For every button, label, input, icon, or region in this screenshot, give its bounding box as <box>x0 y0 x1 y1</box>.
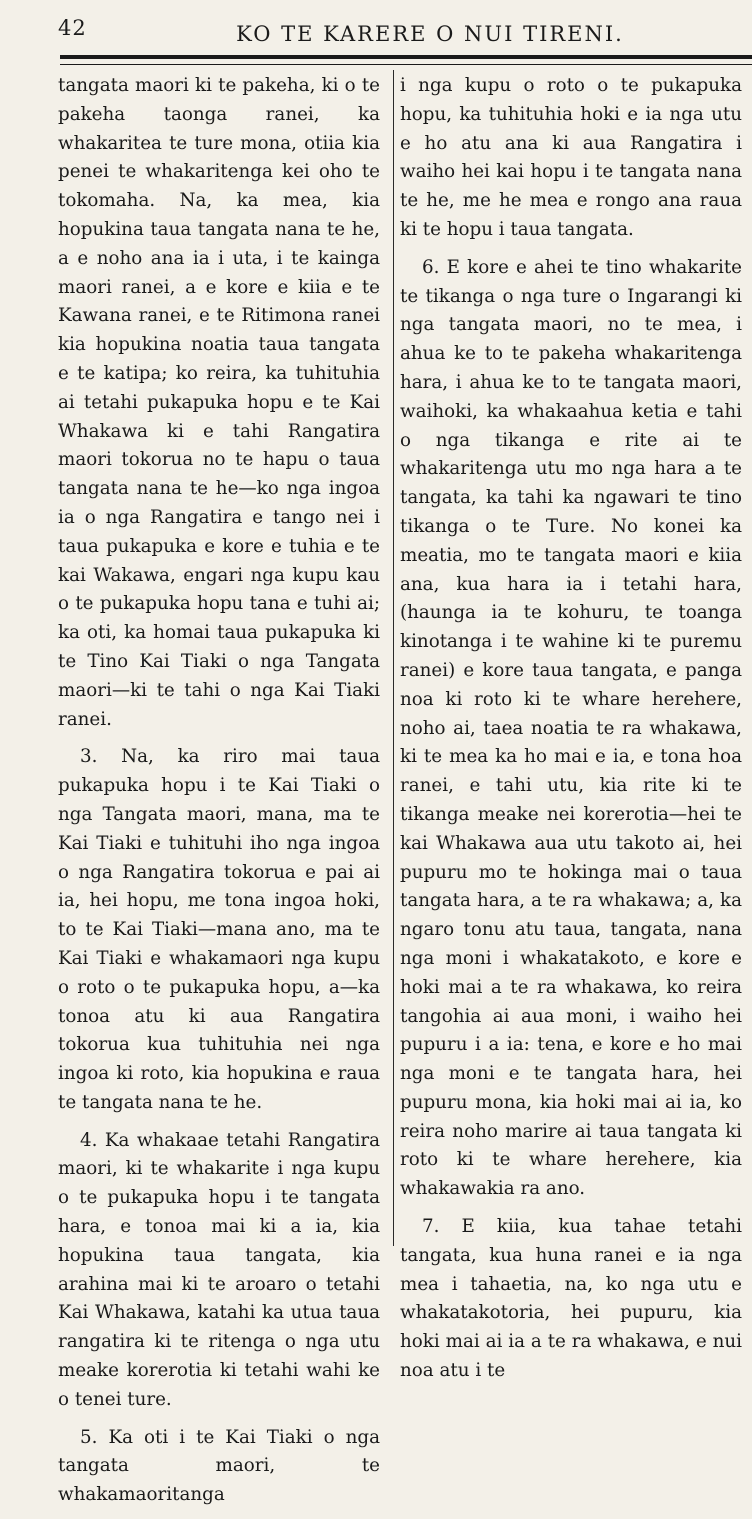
paragraph-continued: i nga kupu o roto o te pukapuka hopu, ka tuhituhia hoki e ia nga utu e ho atu ana ki aua Rangatira i waiho hei kai hopu i te tangata nana te he, me he mea e rongo ana raua ki te hopu i taua tangata. <box>400 75 742 240</box>
paragraph-section-3: 3. Na, ka riro mai taua pukapuka hopu i te Kai Tiaki o nga Tangata maori, mana, ma te Kai Tiaki e tuhituhi iho nga ingoa o nga Rangatira tokorua e pai ai ia, hei hopu, me tona ingoa hoki, to te Kai Tiaki—mana ano, ma te Kai Tiaki e whakamaori nga kupu o roto o te pukapuka hopu, a—ka tonoa atu ki aua Rangatira tokorua kua tuhituhia nei nga ingoa ki roto, kia hopukina e raua te tangata nana te he. <box>58 746 380 1113</box>
running-title: KO TE KARERE O NUI TIRENI. <box>236 22 624 46</box>
left-column <box>58 72 380 1519</box>
page-number: 42 <box>58 16 87 40</box>
paragraph-section-7: 7. E kiia, kua tahae tetahi tangata, kua huna ranei e ia nga mea i tahaetia, na, ko nga utu e whakatakotoria, hei pupuru, kia hoki mai ai ia a te ra whakawa, e nui noa atu i te <box>400 1216 742 1382</box>
header-rule-thick <box>60 55 752 59</box>
right-column <box>400 72 742 1395</box>
column-divider <box>393 70 394 1246</box>
paragraph-continued: tangata maori ki te pakeha, ki o te pakeha taonga ranei, ka whakaritea te ture mona, otiia kia penei te whakaritenga kei oho te tokomaha. Na, ka mea, kia hopukina taua tangata nana te he, a e noho ana ia i uta, i te kainga maori ranei, a e kore e kiia e te Kawana ranei, e te Ritimona ranei kia hopukina noatia taua tangata e te katipa; ko reira, ka tuhituhia ai tetahi pukapuka hopu e te Kai Whakawa ki e tahi Rangatira maori tokorua no te hapu o taua tangata nana te he—ko nga ingoa ia o nga Rangatira e tango nei i taua pukapuka e kore e tuhia e te kai Wakawa, engari nga kupu kau o te pukapuka hopu tana e tuhi ai; ka oti, ka homai taua pukapuka ki te Tino Kai Tiaki o nga Tangata maori—ki te tahi o nga Kai Tiaki ranei. <box>58 75 380 730</box>
paragraph-section-5: 5. Ka oti i te Kai Tiaki o nga tangata maori, te whakamaoritanga <box>58 1426 380 1506</box>
paragraph-section-4: 4. Ka whakaae tetahi Rangatira maori, ki te whakarite i nga kupu o te pukapuka hopu i te tangata hara, e tonoa mai ki a ia, kia hopukina taua tangata, kia arahina mai ki te aroaro o tetahi Kai Whakawa, katahi ka utua taua rangatira ki te ritenga o nga utu meake korerotia ki tetahi wahi ke o tenei ture. <box>58 1129 380 1410</box>
page-header <box>0 0 752 60</box>
paragraph-section-6: 6. E kore e ahei te tino whakarite te tikanga o nga ture o Ingarangi ki nga tangata maori, no te mea, i ahua ke to te pakeha whakaritenga hara, i ahua ke to te tangata maori, waihoki, ka whakaahua ketia e tahi o nga tikanga e rite ai te whakaritenga utu mo nga hara a te tangata, ka tahi ka ngawari te tino tikanga o te Ture. No konei ka meatia, mo te tangata maori e kiia ana, kua hara ia i tetahi hara, (haunga ia te kohuru, te toanga kinotanga i te wahine ki te puremu ranei) e kore taua tangata, e panga noa ki roto ki te whare herehere, noho ai, taea noatia te ra whakawa, ki te mea ka ho mai e ia, e tona hoa ranei, e tahi utu, kia rite ki te tikanga meake nei korerotia—hei te kai Whakawa aua utu takoto ai, hei pupuru mo te hokinga mai o taua tangata hara, a te ra whakawa; a, ka ngaro tonu atu taua, tangata, nana nga moni i whakatakoto, e kore e hoki mai a te ra whakawa, ko reira tangohia ai aua moni, i waiho hei pupuru i a ia: tena, e kore e ho mai nga moni e te tangata hara, hei pupuru mona, kia hoki mai ai ia, ko reira noho marire ai taua tangata ki roto ki te whare herehere, kia whakawakia ra ano. <box>400 256 742 1200</box>
header-rule-thin <box>60 64 752 65</box>
